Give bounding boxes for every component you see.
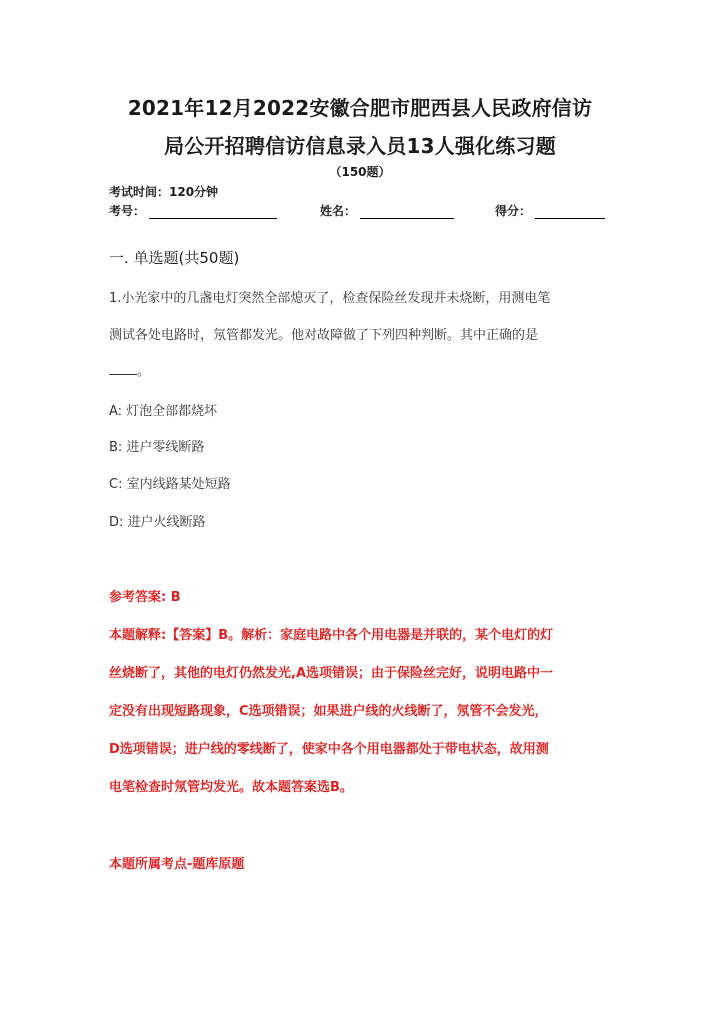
exam-number-label: 考号： (109, 204, 146, 218)
topic-label: 本题所属考点-题库原题 (109, 857, 245, 872)
score-label: 得分： (495, 204, 532, 218)
explanation-line-1: 本题解释:【答案】B。解析：家庭电路中各个用电器是并联的，某个电灯的灯 (109, 628, 554, 643)
reference-answer: 参考答案: B (109, 590, 181, 605)
section-heading: 一. 单选题(共50题) (109, 249, 240, 267)
document-title-line-2: 局公开招聘信访信息录入员13人强化练习题 (164, 134, 556, 158)
exam-number-blank (149, 204, 277, 219)
question-count: （150题） (329, 165, 391, 179)
explanation-line-5: 电笔检查时氖管均发光。故本题答案选B。 (109, 780, 353, 795)
name-label: 姓名： (320, 204, 357, 218)
option-a: A: 灯泡全部都烧坏 (109, 404, 218, 419)
score-blank (535, 204, 605, 219)
exam-number-field (109, 202, 277, 219)
question-stem-end: 。 (137, 364, 151, 379)
question-stem-line-3 (109, 360, 150, 379)
option-d: D: 进户火线断路 (109, 515, 206, 530)
question-stem-line-1: 1.小光家中的几盏电灯突然全部熄灭了，检查保险丝发现并未烧断，用测电笔 (109, 291, 551, 306)
option-b: B: 进户零线断路 (109, 440, 205, 455)
question-stem-line-2: 测试各处电路时，氖管都发光。他对故障做了下列四种判断。其中正确的是 (109, 328, 539, 343)
explanation-line-4: D选项错误；进户线的零线断了，使家中各个用电器都处于带电状态，故用测 (109, 742, 549, 757)
document-title-line-1: 2021年12月2022安徽合肥市肥西县人民政府信访 (127, 96, 593, 120)
exam-time: 考试时间：120分钟 (109, 185, 219, 199)
explanation-line-3: 定没有出现短路现象，C选项错误；如果进户线的火线断了，氖管不会发光， (109, 704, 548, 719)
answer-blank (109, 364, 137, 375)
name-blank (360, 204, 454, 219)
name-field (320, 202, 454, 219)
option-c: C: 室内线路某处短路 (109, 477, 231, 492)
explanation-line-2: 丝烧断了，其他的电灯仍然发光,A选项错误；由于保险丝完好，说明电路中一 (109, 666, 553, 681)
score-field (495, 202, 605, 219)
